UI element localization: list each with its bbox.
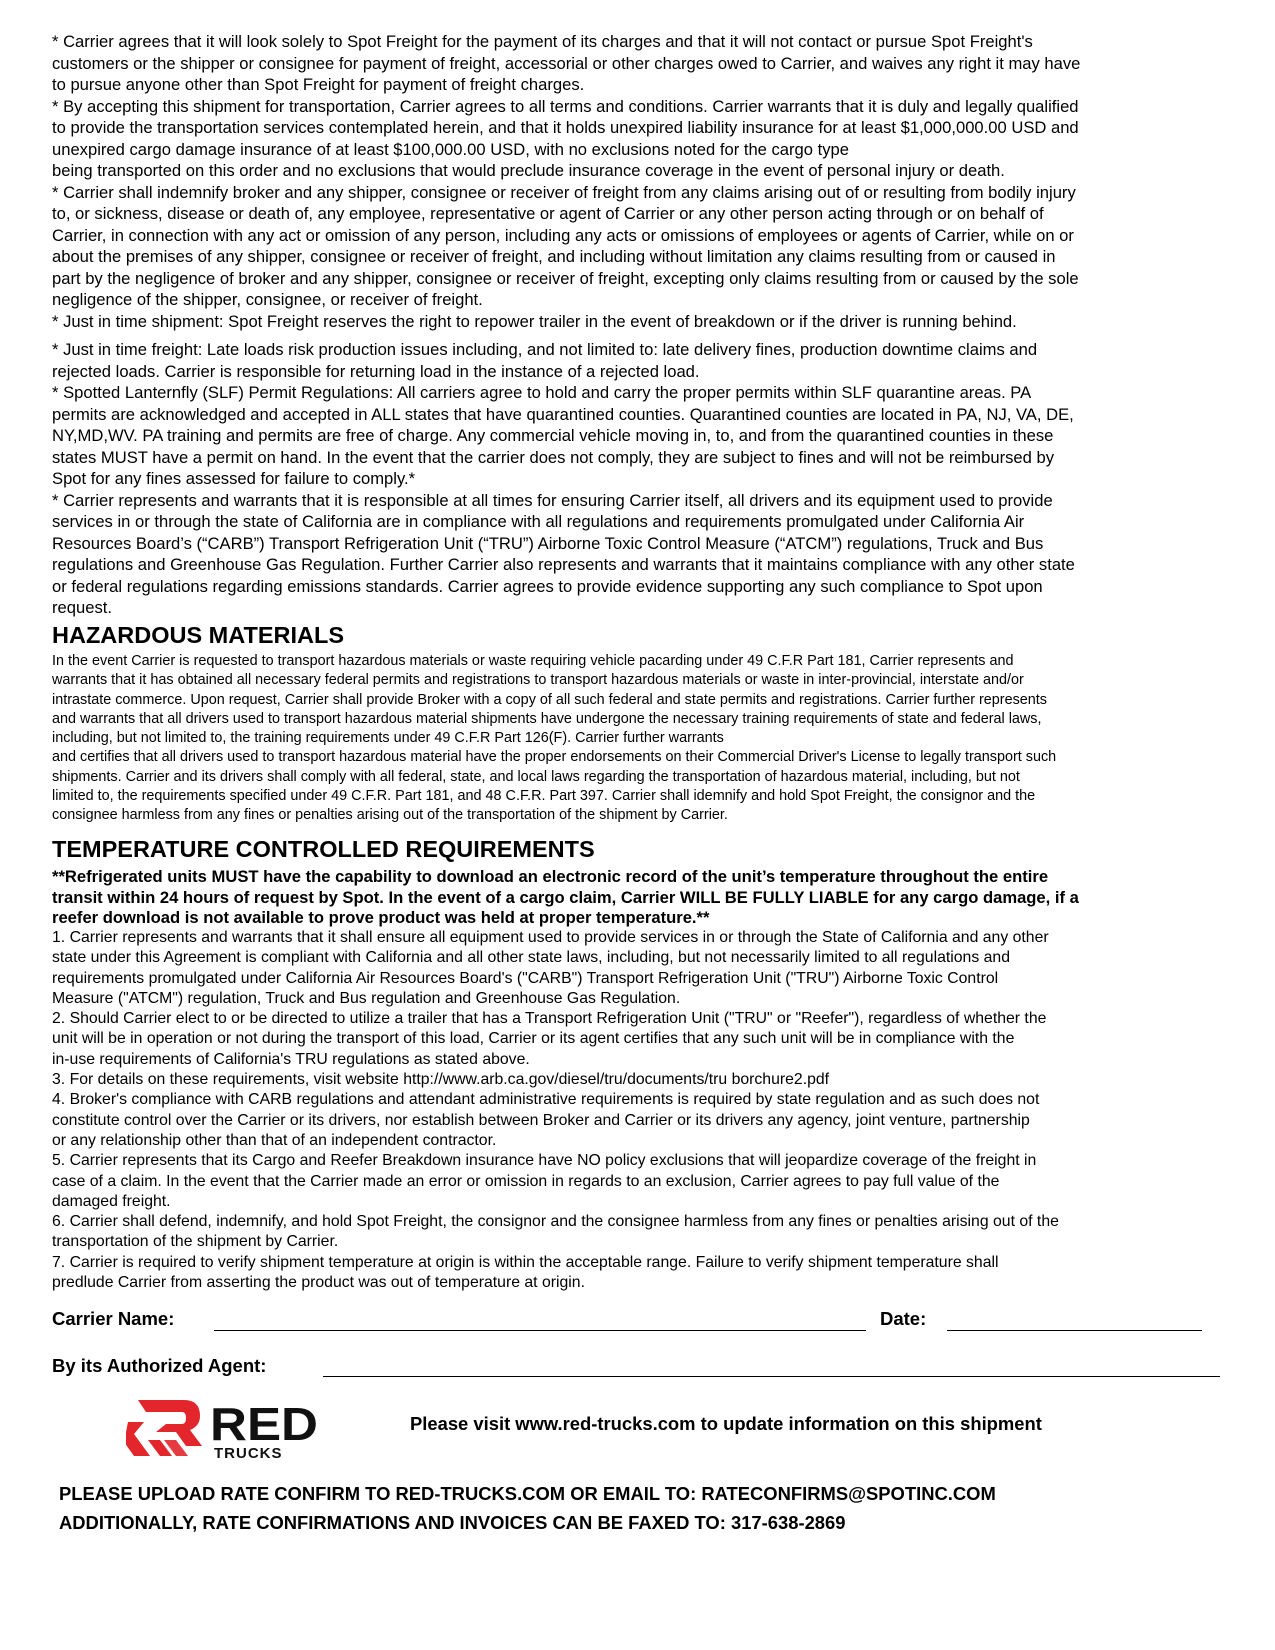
- terms-line: to provide the transportation services contemplated herein, and that it holds unexpired liability insurance for at least $1,000,000.00 USD and: [52, 118, 1079, 137]
- hazmat-section: [52, 652, 1227, 826]
- upload-instructions: PLEASE UPLOAD RATE CONFIRM TO RED-TRUCKS.COM OR EMAIL TO: RATECONFIRMS@SPOTINC.COM: [59, 1483, 996, 1504]
- terms-line: or federal regulations regarding emissions standards. Carrier agrees to provide evidence supporting any such compliance to Spot upon: [52, 576, 1043, 596]
- hazmat-line: including, but not limited to, the training requirements under 49 C.F.R Part 126(F). Carrier further warrants: [52, 730, 724, 747]
- hazmat-line: and certifies that all drivers used to transport hazardous material have the proper endorsements on their Commercial Driver's License to legally transport such: [52, 749, 1057, 766]
- red-trucks-logo: [126, 1396, 320, 1460]
- terms-line: part by the negligence of broker and any shipper, consignee or receiver of freight, excepting only claims resulting from or caused by the sole: [52, 268, 1079, 288]
- date-label: Date:: [880, 1308, 927, 1329]
- authorized-agent-field[interactable]: [323, 1376, 1220, 1377]
- authorized-agent-label: By its Authorized Agent:: [52, 1355, 267, 1376]
- terms-line: services in or through the state of California are in compliance with all regulations and requirements promulgated under California Air: [52, 512, 1025, 531]
- terms-line: unexpired cargo damage insurance of at least $100,000.00 USD, with no exclusions noted for the cargo type: [52, 139, 849, 159]
- red-trucks-logo-mark: [126, 1396, 320, 1460]
- visit-website-notice: Please visit www.red-trucks.com to update information on this shipment: [410, 1413, 1042, 1434]
- terms-line: * By accepting this shipment for transportation, Carrier agrees to all terms and conditions. Carrier warrants that it is duly and legally qualified: [52, 96, 1079, 116]
- terms-line: to pursue anyone other than Spot Freight for payment of freight charges.: [52, 75, 585, 94]
- logo-word-main: RED: [210, 1398, 318, 1450]
- terms-line: about the premises of any shipper, consignee or receiver of freight, and including without limitation any claims resulting from or caused in: [52, 247, 1056, 266]
- terms-line: request.: [52, 598, 112, 617]
- terms-line: customers or the shipper or consignee for payment of freight, accessorial or other charges owed to Carrier, and waives any right it may have: [52, 53, 1081, 73]
- temperature-line: or any relationship other than that of an independent contractor.: [52, 1131, 497, 1149]
- terms-gap: [52, 332, 1227, 339]
- temperature-line: state under this Agreement is compliant with California and all other state laws, including, but not necessarily limited to all regulations and: [52, 949, 1010, 967]
- carrier-name-field[interactable]: [214, 1330, 866, 1331]
- terms-line: rejected loads. Carrier is responsible for returning load in the instance of a rejected load.: [52, 361, 700, 381]
- temperature-notice-line: **Refrigerated units MUST have the capability to download an electronic record of the unit’s temperature throughout the entire: [52, 867, 1049, 886]
- temperature-line: requirements promulgated under California Air Resources Board's ("CARB") Transport Refrigeration Unit ("TRU") Airborne Toxic Control: [52, 969, 999, 987]
- terms-line: Resources Board’s (“CARB”) Transport Refrigeration Unit (“TRU”) Airborne Toxic Control Measure (“ATCM”) regulations, Truck and Bus: [52, 533, 1044, 553]
- temperature-list: [52, 928, 1232, 1293]
- temperature-line: damaged freight.: [52, 1192, 171, 1210]
- terms-line: states MUST have a permit on hand. In the event that the carrier does not comply, they are subject to fines and will not be reimbursed by: [52, 447, 1054, 467]
- temperature-line: 4. Broker's compliance with CARB regulations and attendant administrative requirements is required by state regulation and as such does not: [52, 1091, 1040, 1109]
- temperature-line: 1. Carrier represents and warrants that it shall ensure all equipment used to provide services in or through the State of California and any other: [52, 929, 1049, 946]
- hazmat-heading: HAZARDOUS MATERIALS: [52, 622, 344, 648]
- temperature-line: 3. For details on these requirements, visit website http://www.arb.ca.gov/diesel/tru/documents/tru borchure2.pdf: [52, 1071, 830, 1089]
- temperature-notice-line: reefer download is not available to prove product was held at proper temperature.**: [52, 908, 710, 927]
- hazmat-line: limited to, the requirements specified under 49 C.F.R. Part 181, and 48 C.F.R. Part 397. Carrier shall idemnify and hold Spot Freight, the consignor and the: [52, 788, 1036, 805]
- terms-line: * Carrier shall indemnify broker and any shipper, consignee or receiver of freight from any claims arising out of or resulting from bodily injury: [52, 182, 1076, 202]
- terms-line: * Spotted Lanternfly (SLF) Permit Regulations: All carriers agree to hold and carry the proper permits within SLF quarantine areas. PA: [52, 383, 1032, 402]
- hazmat-line: and warrants that all drivers used to transport hazardous material shipments have undergone the necessary training requirements of state and federal laws,: [52, 710, 1042, 727]
- hazmat-line: warrants that it has obtained all necessary federal permits and registrations to transport hazardous materials or waste in inter-provincial, interstate and/or: [52, 672, 1024, 689]
- terms-line: NY,MD,WV. PA training and permits are free of charge. Any commercial vehicle moving in, to, and from the quarantined counties in these: [52, 426, 1054, 445]
- date-field[interactable]: [947, 1330, 1202, 1331]
- logo-word-sub: TRUCKS: [214, 1445, 283, 1460]
- temperature-line: 5. Carrier represents that its Cargo and Reefer Breakdown insurance have NO policy exclusions that will jeopardize coverage of the freight in: [52, 1152, 1037, 1170]
- temperature-notice-line: transit within 24 hours of request by Spot. In the event of a cargo claim, Carrier WILL BE FULLY LIABLE for any cargo damage, if a: [52, 887, 1079, 907]
- fax-instructions: ADDITIONALLY, RATE CONFIRMATIONS AND INVOICES CAN BE FAXED TO: 317-638-2869: [59, 1512, 846, 1533]
- terms-section: [52, 31, 1227, 619]
- temperature-line: in-use requirements of California's TRU regulations as stated above.: [52, 1050, 530, 1068]
- temperature-line: transportation of the shipment by Carrier.: [52, 1233, 339, 1251]
- terms-line: regulations and Greenhouse Gas Regulation. Further Carrier also represents and warrants that it maintains compliance with any other state: [52, 555, 1075, 574]
- terms-line: permits are acknowledged and accepted in ALL states that have quarantined counties. Quarantined counties are located in PA, NJ, VA, DE,: [52, 404, 1074, 424]
- hazmat-line: In the event Carrier is requested to transport hazardous materials or waste requiring vehicle pacarding under 49 C.F.R Part 181, Carrier represents and: [52, 653, 1014, 669]
- terms-line: * Just in time shipment: Spot Freight reserves the right to repower trailer in the event of breakdown or if the driver is running behind.: [52, 311, 1017, 331]
- hazmat-line: consignee harmless from any fines or penalties arising out of the transportation of the shipment by Carrier.: [52, 807, 728, 824]
- carrier-name-label: Carrier Name:: [52, 1308, 175, 1329]
- terms-line: * Carrier agrees that it will look solely to Spot Freight for the payment of its charges and that it will not contact or pursue Spot Freight's: [52, 32, 1033, 51]
- temperature-line: 2. Should Carrier elect to or be directed to utilize a trailer that has a Transport Refrigeration Unit ("TRU" or "Reefer"), regardless of whether the: [52, 1010, 1047, 1028]
- terms-line: Carrier, in connection with any act or omission of any person, including any acts or omissions of employees or agents of Carrier, while on or: [52, 225, 1074, 245]
- temperature-line: Measure ("ATCM") regulation, Truck and Bus regulation and Greenhouse Gas Regulation.: [52, 989, 681, 1007]
- temperature-line: constitute control over the Carrier or its drivers, nor establish between Broker and Carrier or its drivers any agency, joint venture, partnership: [52, 1111, 1030, 1129]
- terms-line: being transported on this order and no exclusions that would preclude insurance coverage in the event of personal injury or death.: [52, 161, 1005, 180]
- terms-line: Spot for any fines assessed for failure to comply.*: [52, 469, 416, 488]
- terms-line: negligence of the shipper, consignee, or receiver of freight.: [52, 290, 483, 309]
- temperature-line: 6. Carrier shall defend, indemnify, and hold Spot Freight, the consignor and the consignee harmless from any fines or penalties arising out of the: [52, 1213, 1059, 1231]
- hazmat-line: shipments. Carrier and its drivers shall comply with all federal, state, and local laws regarding the transportation of hazardous material, including, but not: [52, 768, 1020, 785]
- terms-line: to, or sickness, disease or death of, any employee, representative or agent of Carrier or any other person acting through or on behalf of: [52, 204, 1044, 223]
- temperature-line: 7. Carrier is required to verify shipment temperature at origin is within the acceptable range. Failure to verify shipment temperature shall: [52, 1253, 999, 1271]
- temperature-notice: [52, 867, 1232, 929]
- hazmat-line: intrastate commerce. Upon request, Carrier shall provide Broker with a copy of all such federal and state permits and registrations. Carrier further represents: [52, 691, 1047, 708]
- terms-line: * Carrier represents and warrants that it is responsible at all times for ensuring Carrier itself, all drivers and its equipment used to provide: [52, 490, 1053, 510]
- temperature-heading: TEMPERATURE CONTROLLED REQUIREMENTS: [52, 836, 595, 862]
- terms-line: * Just in time freight: Late loads risk production issues including, and not limited to: late delivery fines, production downtime claims and: [52, 340, 1038, 359]
- temperature-line: case of a claim. In the event that the Carrier made an error or omission in regards to an exclusion, Carrier agrees to pay full value of the: [52, 1172, 1000, 1190]
- temperature-line: predlude Carrier from asserting the product was out of temperature at origin.: [52, 1274, 585, 1292]
- temperature-line: unit will be in operation or not during the transport of this load, Carrier or its agent certifies that any such unit will be in compliance with the: [52, 1030, 1015, 1048]
